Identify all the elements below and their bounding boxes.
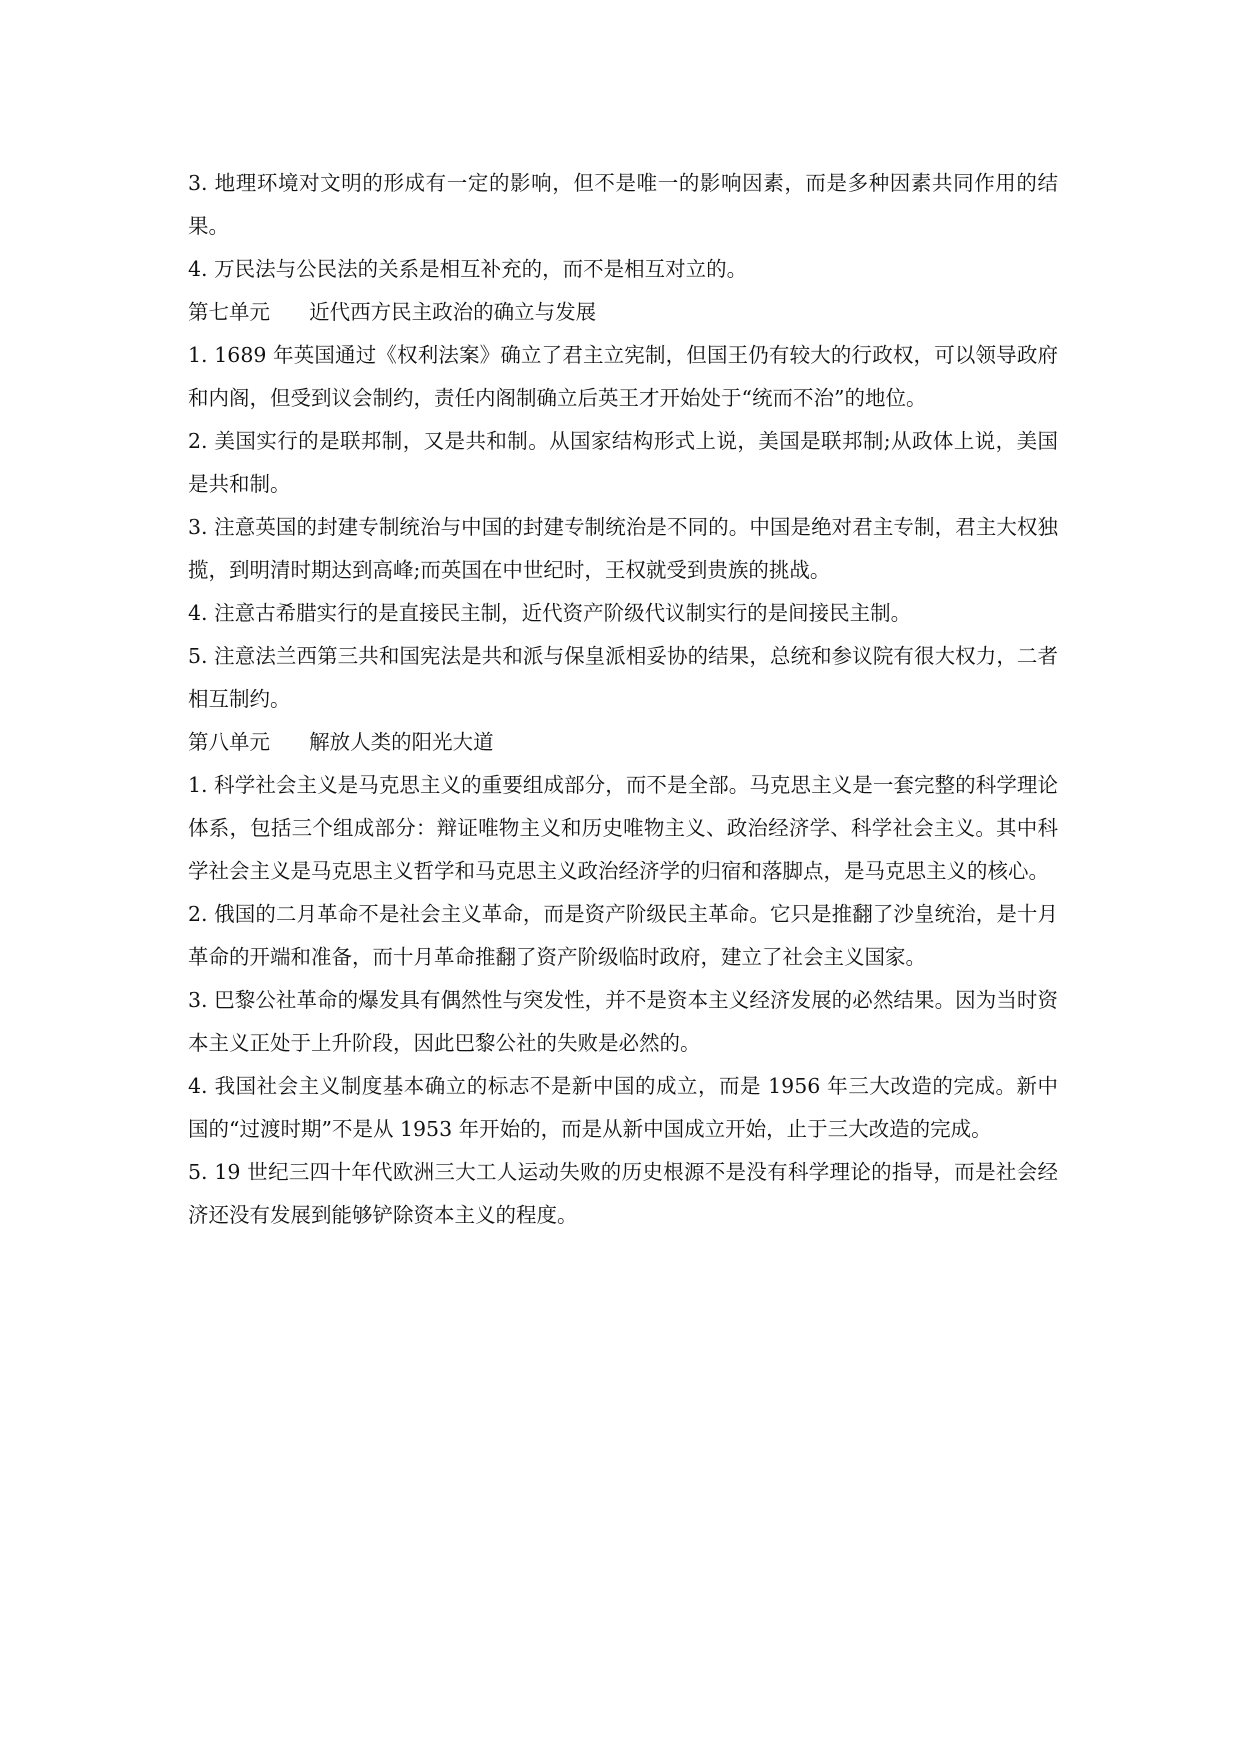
unit-8-point-5: 5. 19 世纪三四十年代欧洲三大工人运动失败的历史根源不是没有科学理论的指导，而是社会经济还没有发展到能够铲除资本主义的程度。 <box>188 1160 1058 1227</box>
unit-8-point-1: 1. 科学社会主义是马克思主义的重要组成部分，而不是全部。马克思主义是一套完整的科学理论体系，包括三个组成部分：辩证唯物主义和历史唯物主义、政治经济学、科学社会主义。其中科学社会主义是马克思主义哲学和马克思主义政治经济学的归宿和落脚点，是马克思主义的核心。 <box>188 773 1058 883</box>
unit-7-point-2: 2. 美国实行的是联邦制，又是共和制。从国家结构形式上说，美国是联邦制;从政体上说，美国是共和制。 <box>188 429 1058 496</box>
unit-8-point-4: 4. 我国社会主义制度基本确立的标志不是新中国的成立，而是 1956 年三大改造的完成。新中国的“过渡时期”不是从 1953 年开始的，而是从新中国成立开始，止于三大改造的完成。 <box>188 1074 1058 1141</box>
unit-7-point-4: 4. 注意古希腊实行的是直接民主制，近代资产阶级代议制实行的是间接民主制。 <box>188 601 912 625</box>
unit-8-heading: 第八单元 解放人类的阳光大道 <box>188 730 494 754</box>
point-3-geography: 3. 地理环境对文明的形成有一定的影响，但不是唯一的影响因素，而是多种因素共同作用的结果。 <box>188 171 1058 238</box>
document-page <box>188 162 1058 1237</box>
unit-7-point-5: 5. 注意法兰西第三共和国宪法是共和派与保皇派相妥协的结果，总统和参议院有很大权力，二者相互制约。 <box>188 644 1058 711</box>
unit-8-point-2: 2. 俄国的二月革命不是社会主义革命，而是资产阶级民主革命。它只是推翻了沙皇统治，是十月革命的开端和准备，而十月革命推翻了资产阶级临时政府，建立了社会主义国家。 <box>188 902 1058 969</box>
unit-8-point-3: 3. 巴黎公社革命的爆发具有偶然性与突发性，并不是资本主义经济发展的必然结果。因为当时资本主义正处于上升阶段，因此巴黎公社的失败是必然的。 <box>188 988 1058 1055</box>
unit-7-heading: 第七单元 近代西方民主政治的确立与发展 <box>188 300 597 324</box>
unit-7-point-3: 3. 注意英国的封建专制统治与中国的封建专制统治是不同的。中国是绝对君主专制，君主大权独揽，到明清时期达到高峰;而英国在中世纪时，王权就受到贵族的挑战。 <box>188 515 1058 582</box>
point-4-roman-law: 4. 万民法与公民法的关系是相互补充的，而不是相互对立的。 <box>188 257 748 281</box>
unit-7-point-1: 1. 1689 年英国通过《权利法案》确立了君主立宪制，但国王仍有较大的行政权，可以领导政府和内阁，但受到议会制约，责任内阁制确立后英王才开始处于“统而不治”的地位。 <box>188 343 1058 410</box>
